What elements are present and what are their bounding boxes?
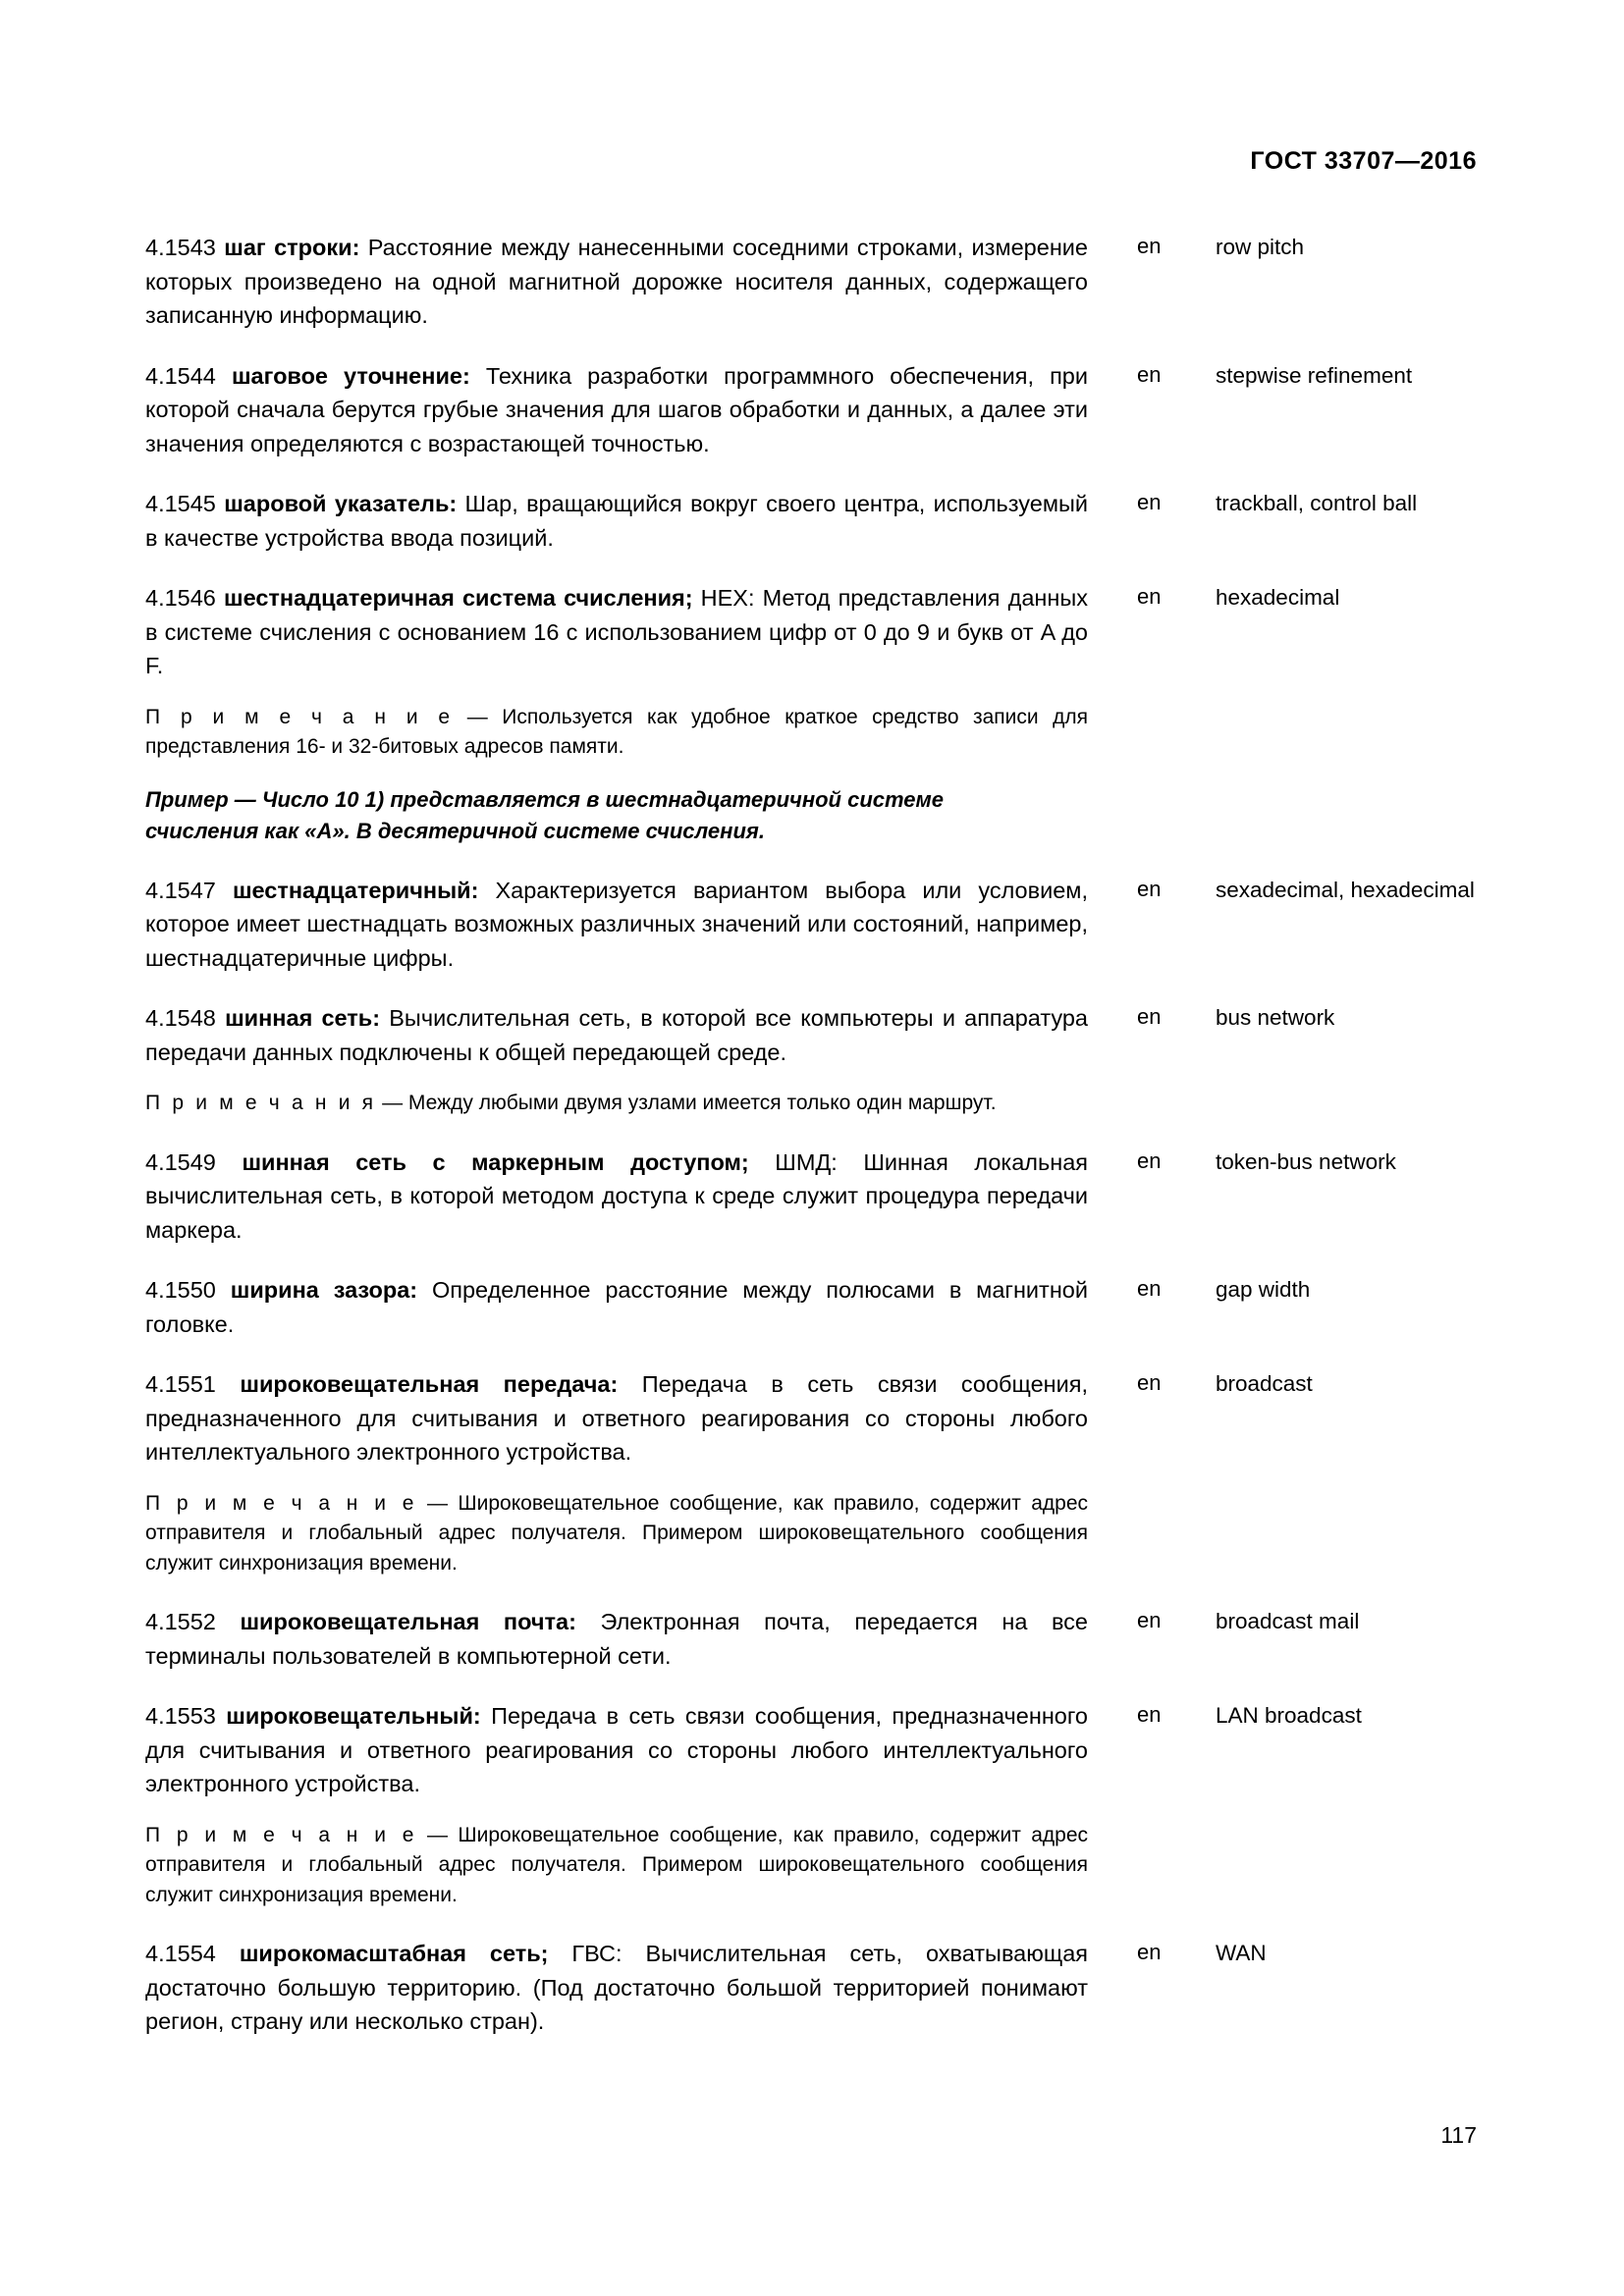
entry-text: Электронная почта, передается на все терминалы пользователей в компьютерной сети. [145, 1609, 1089, 1669]
entry-english-term: stepwise refinement [1216, 362, 1413, 388]
entry-definition [145, 1273, 1088, 1341]
entry-definition [145, 1605, 1088, 1673]
entry-lang-code: en [1137, 1940, 1162, 1965]
entry-number: 4.1543 [145, 235, 216, 260]
entry-text: Передача в сеть связи сообщения, предназначенного для считывания и ответного реагирования со стороны любого интеллектуального электронного устройства. [145, 1703, 1088, 1797]
entry-text: ШМД: Шинная локальная вычислительная сеть, в которой методом доступа к среде служит процедура передачи маркера. [145, 1148, 1089, 1243]
entry-definition [145, 1367, 1088, 1469]
entry-number: 4.1546 [145, 585, 216, 612]
entry-text: ГВС: Вычислительная сеть, охватывающая достаточно большую территорию. (Под достаточно большой территорией понимают регион, страну или несколько стран). [145, 1941, 1088, 2035]
glossary-entry [145, 1937, 1481, 2039]
entry-lang-code: en [1137, 1608, 1162, 1633]
entry-note [145, 703, 1088, 763]
entry-term: шестнадцатеричный: [232, 877, 479, 903]
glossary-entry [145, 1605, 1481, 1673]
entry-definition [145, 1001, 1088, 1069]
entry-definition [145, 1937, 1088, 2039]
entry-term: широковещательная передача: [240, 1371, 619, 1398]
entry-lang-code: en [1137, 234, 1162, 258]
note-text: — Широковещательное сообщение, как правило, содержит адрес отправителя и глобальный адрес получателя. Примером широковещательного сообщения служит синхронизация времени. [145, 1491, 1088, 1575]
entry-term: шинная сеть: [225, 1005, 381, 1032]
entry-lang-code: en [1137, 490, 1162, 515]
glossary-entry [145, 231, 1481, 333]
glossary-entry [145, 874, 1481, 976]
entry-example: Пример — Число 10 1) представляется в шестнадцатеричной системе счисления как «A». В десятеричной системе счисления. [145, 786, 945, 843]
entry-text: Техника разработки программного обеспечения, при которой сначала берутся грубые значения для шагов обработки и данных, а далее эти значения определяются с возрастающей точностью. [145, 362, 1089, 456]
entry-term: широкомасштабная сеть; [239, 1941, 549, 1967]
entry-term: шинная сеть с маркерным доступом; [242, 1148, 749, 1175]
glossary-entry [145, 1367, 1481, 1578]
entry-term: шаговое уточнение: [231, 362, 470, 389]
entry-term: шестнадцатеричная система счисления; [223, 585, 693, 612]
note-label: П р и м е ч а н и е [145, 705, 454, 728]
entry-english-term: LAN broadcast [1216, 1703, 1362, 1729]
note-label: П р и м е ч а н и я [145, 1092, 377, 1115]
entry-english-term: hexadecimal [1216, 585, 1340, 611]
entry-english-term: WAN [1216, 1941, 1267, 1966]
entry-english-term: token-bus network [1216, 1148, 1396, 1174]
entry-note [145, 1089, 1088, 1118]
note-text: — Используется как удобное краткое средство записи для представления 16- и 32-битовых адресов памяти. [145, 705, 1088, 759]
entry-note [145, 1489, 1088, 1578]
note-text: — Широковещательное сообщение, как правило, содержит адрес отправителя и глобальный адрес получателя. Примером широковещательного сообщения служит синхронизация времени. [145, 1823, 1088, 1906]
glossary-entry [145, 1146, 1481, 1248]
glossary-entry [145, 581, 1481, 846]
entry-number: 4.1554 [145, 1941, 216, 1967]
entry-text: Передача в сеть связи сообщения, предназначенного для считывания и ответного реагирования со стороны любого интеллектуального электронного устройства. [145, 1371, 1089, 1466]
entry-english-term: gap width [1216, 1277, 1311, 1303]
entry-text: Характеризуется вариантом выбора или условием, которое имеет шестнадцать возможных различных значений или состояний, например, шестнадцатеричные цифры. [145, 877, 1088, 971]
entry-term: шаровой указатель: [224, 491, 458, 517]
entry-definition [145, 1146, 1088, 1248]
entry-definition [145, 359, 1088, 461]
entry-definition [145, 487, 1088, 555]
entry-term: ширина зазора: [230, 1277, 418, 1304]
glossary-entry [145, 1001, 1481, 1119]
entry-number: 4.1545 [145, 491, 216, 517]
entry-number: 4.1551 [145, 1371, 216, 1398]
glossary-entry [145, 1273, 1481, 1341]
entry-text: Шар, вращающийся вокруг своего центра, используемый в качестве устройства ввода позиций. [145, 491, 1088, 551]
entry-note [145, 1821, 1088, 1910]
entry-lang-code: en [1137, 361, 1162, 387]
entry-lang-code: en [1137, 876, 1162, 901]
note-label: П р и м е ч а н и е [145, 1823, 417, 1846]
glossary-entry [145, 487, 1481, 555]
entry-lang-code: en [1137, 1276, 1162, 1302]
entry-number: 4.1548 [145, 1005, 216, 1032]
entry-definition [145, 1699, 1088, 1801]
entry-definition [145, 581, 1088, 683]
entry-number: 4.1549 [145, 1148, 216, 1175]
entry-lang-code: en [1137, 584, 1162, 610]
entry-text: Определенное расстояние между полюсами в магнитной головке. [145, 1277, 1088, 1337]
entry-definition [145, 231, 1088, 333]
entry-english-term: broadcast [1216, 1371, 1313, 1397]
glossary-entries [145, 231, 1481, 2039]
entry-english-term: bus network [1216, 1005, 1335, 1031]
entry-term: шаг строки: [224, 235, 360, 260]
entry-english-term: broadcast mail [1216, 1609, 1360, 1634]
entry-lang-code: en [1137, 1702, 1162, 1728]
note-text: — Между любыми двумя узлами имеется только один маршрут. [376, 1092, 997, 1115]
entry-english-term: sexadecimal, hexadecimal [1216, 877, 1475, 902]
entry-term: широковещательная почта: [240, 1609, 576, 1635]
entry-text: HEX: Метод представления данных в системе счисления с основанием 16 с использованием цифр от 0 до 9 и букв от A до F. [145, 585, 1088, 679]
entry-lang-code: en [1137, 1148, 1162, 1173]
entry-number: 4.1550 [145, 1277, 216, 1304]
entry-text: Вычислительная сеть, в которой все компьютеры и аппаратура передачи данных подключены к общей передающей среде. [145, 1005, 1088, 1065]
entry-english-term: row pitch [1216, 235, 1305, 259]
entry-number: 4.1552 [145, 1609, 216, 1635]
entry-number: 4.1553 [145, 1703, 216, 1730]
entry-number: 4.1544 [145, 362, 216, 389]
page-number: 117 [1440, 2122, 1477, 2148]
entry-lang-code: en [1137, 1004, 1162, 1030]
glossary-entry [145, 359, 1481, 461]
entry-english-term: trackball, control ball [1216, 491, 1418, 516]
page-header: ГОСТ 33707—2016 [1250, 147, 1477, 175]
entry-number: 4.1547 [145, 877, 216, 903]
entry-text: Расстояние между нанесенными соседними строками, измерение которых произведено на одной магнитной дорожке носителя данных, содержащего записанную информацию. [145, 235, 1088, 329]
note-label: П р и м е ч а н и е [145, 1491, 417, 1515]
entry-term: широковещательный: [226, 1703, 481, 1730]
glossary-entry [145, 1699, 1481, 1910]
entry-lang-code: en [1137, 1370, 1162, 1396]
entry-definition [145, 874, 1088, 976]
